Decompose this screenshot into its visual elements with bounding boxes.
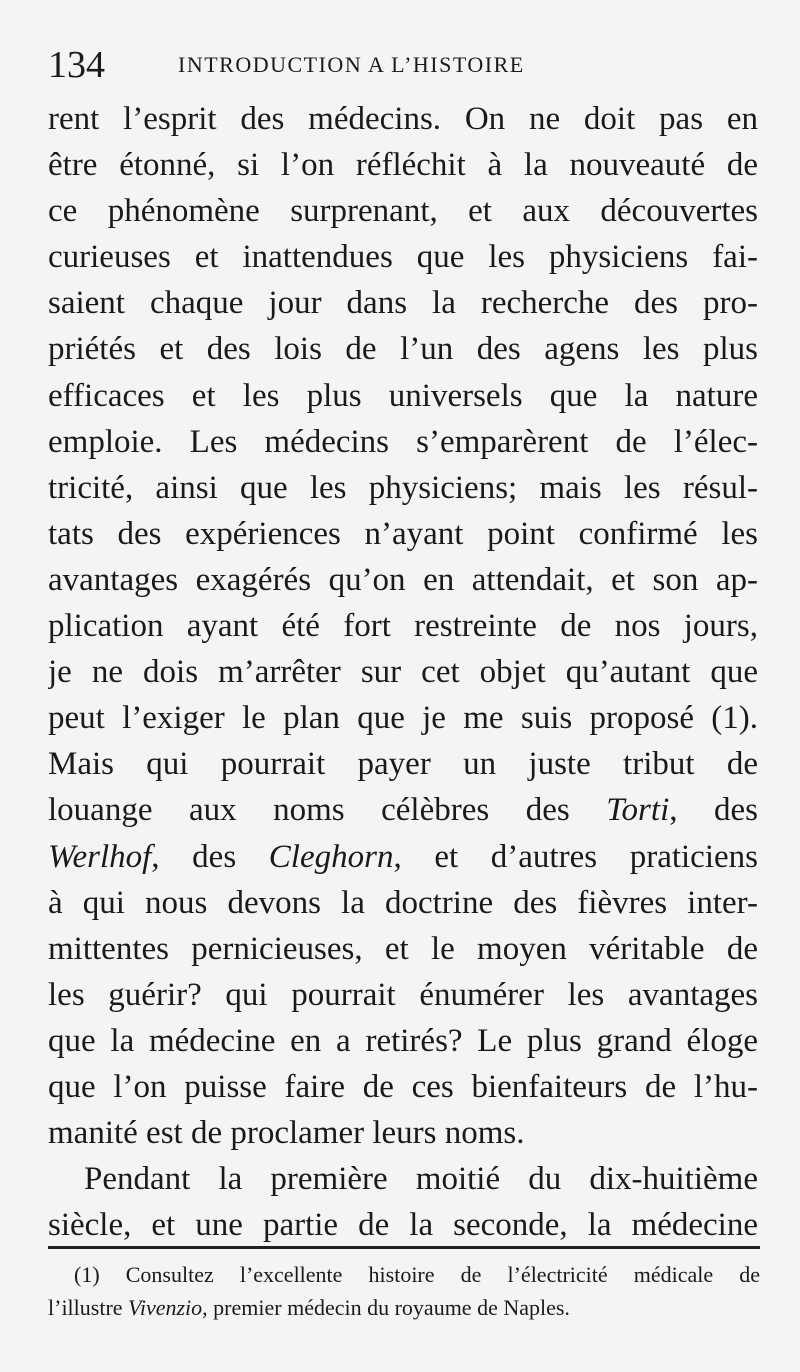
running-title: INTRODUCTION A L’HISTOIRE	[178, 52, 525, 77]
footnote-rule	[48, 1246, 760, 1249]
text-line-with-italic	[48, 834, 758, 880]
text-line: avantages exagérés qu’on en attendait, et son ap-	[48, 561, 758, 598]
italic-name-torti: Torti	[606, 792, 670, 829]
body-text	[48, 96, 758, 1248]
text-line: mittentes pernicieuses, et le moyen véritable de	[48, 930, 758, 967]
italic-name-vivenzio: Vivenzio	[128, 1295, 203, 1320]
text-line-paragraph-end: manité est de proclamer leurs noms.	[48, 1115, 525, 1152]
italic-name-werlhof: Werlhof	[48, 838, 152, 875]
text-line: tats des expériences n’ayant point confirmé les	[48, 515, 758, 552]
text-line-paragraph-start: Pendant la première moitié du dix-huitième	[84, 1161, 758, 1198]
text-line: siècle, et une partie de la seconde, la médecine	[48, 1207, 758, 1244]
text-line: priétés et des lois de l’un des agens les plus	[48, 331, 758, 368]
text-segment: , et d’autres praticiens	[393, 838, 758, 875]
text-line: être étonné, si l’on réfléchit à la nouveauté de	[48, 147, 758, 184]
text-line: les guérir? qui pourrait énumérer les avantages	[48, 976, 758, 1013]
text-line: plication ayant été fort restreinte de nos jours,	[48, 608, 758, 645]
text-segment: , des	[151, 838, 269, 875]
text-segment: , premier médecin du royaume de Naples.	[202, 1295, 570, 1320]
text-line: efficaces et les plus universels que la nature	[48, 377, 758, 414]
text-line: à qui nous devons la doctrine des fièvres inter-	[48, 884, 758, 921]
text-line: que l’on puisse faire de ces bienfaiteurs de l’hu-	[48, 1068, 758, 1105]
footnote-line	[48, 1291, 760, 1324]
text-line: je ne dois m’arrêter sur cet objet qu’autant que	[48, 654, 758, 691]
text-line: emploie. Les médecins s’emparèrent de l’élec-	[48, 423, 758, 460]
page-number: 134	[48, 44, 105, 86]
text-line: tricité, ainsi que les physiciens; mais les résul-	[48, 469, 758, 506]
text-line: rent l’esprit des médecins. On ne doit pas en	[48, 101, 758, 137]
footnote	[48, 1258, 760, 1324]
text-line: que la médecine en a retirés? Le plus grand éloge	[48, 1022, 758, 1059]
italic-name-cleghorn: Cleghorn	[268, 838, 394, 875]
text-line: Mais qui pourrait payer un juste tribut de	[48, 746, 758, 783]
text-segment: l’illustre	[48, 1295, 129, 1320]
page-header	[48, 40, 758, 90]
footnote-line: (1) Consultez l’excellente histoire de l’électricité médicale de	[74, 1262, 760, 1287]
text-line: peut l’exiger le plan que je me suis proposé (1).	[48, 700, 758, 737]
text-segment: louange aux noms célèbres des	[48, 792, 570, 829]
text-line-with-italic	[48, 787, 758, 833]
text-segment: , des	[669, 792, 758, 829]
text-line: ce phénomène surprenant, et aux découvertes	[48, 193, 758, 230]
text-line: curieuses et inattendues que les physiciens fai-	[48, 239, 758, 276]
text-line: saient chaque jour dans la recherche des pro-	[48, 285, 758, 322]
